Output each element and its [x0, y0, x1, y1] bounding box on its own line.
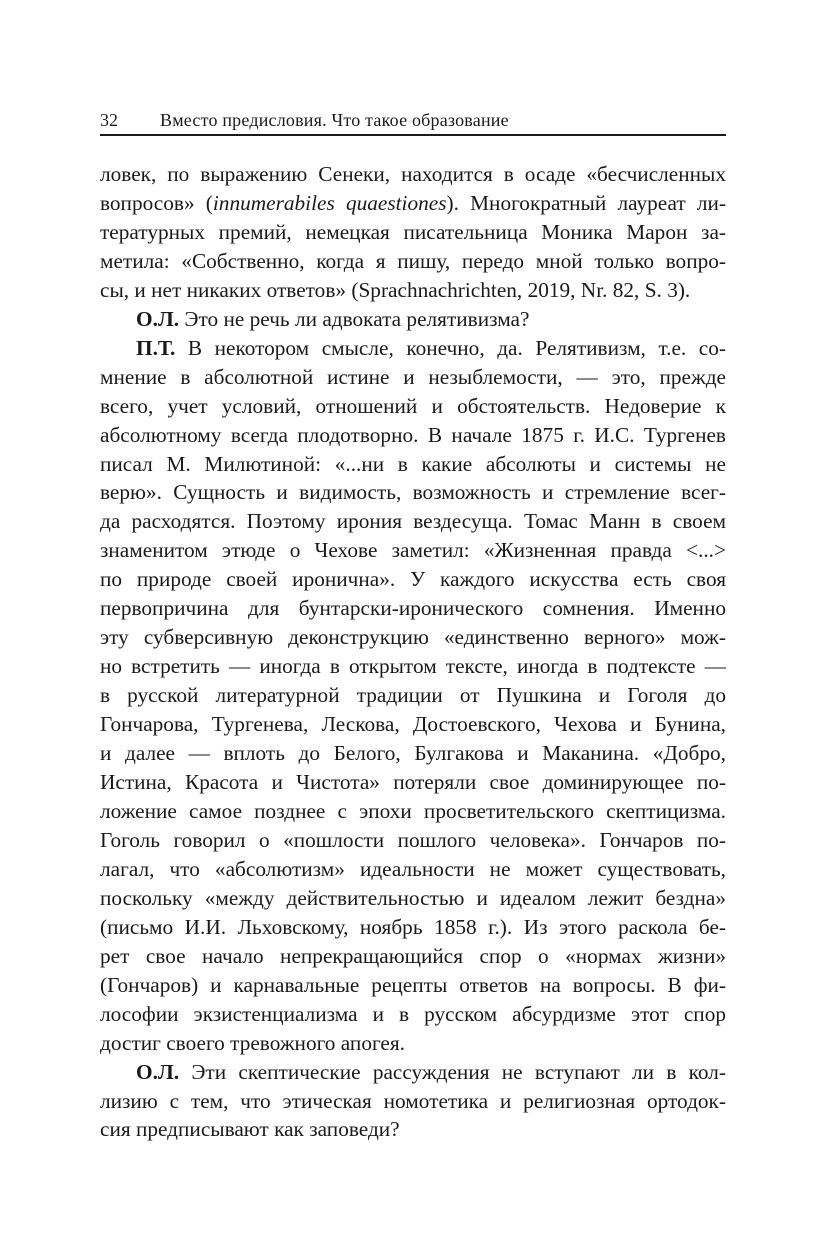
text-line	[100, 565, 726, 594]
text-line	[100, 450, 726, 479]
text-fragment: сы, и нет никаких ответов» (Sprachnachrichten, 2019, Nr. 82, S. 3).	[100, 277, 691, 302]
text-fragment: ). Многократный лауреат ли-	[446, 190, 726, 215]
text-fragment: тературных премий, немецкая писательница Моника Марон за-	[100, 219, 726, 244]
body-text	[100, 160, 726, 1144]
text-fragment: верю». Сущность и видимость, возможность и стремление всег-	[100, 480, 726, 505]
text-line	[100, 826, 726, 855]
text-fragment: эту субверсивную деконструкцию «единственно верного» мож-	[100, 625, 726, 650]
text-line	[100, 884, 726, 913]
text-line	[100, 1087, 726, 1116]
text-fragment: Гончарова, Тургенева, Лескова, Достоевского, Чехова и Бунина,	[100, 712, 726, 737]
text-fragment: вопросов» (	[100, 190, 213, 215]
text-fragment: (Гончаров) и карнавальные рецепты ответов на вопросы. В фи-	[100, 972, 726, 997]
text-fragment: лагал, что «абсолютизм» идеальности не может существовать,	[100, 856, 726, 881]
text-fragment: да расходятся. Поэтому ирония вездесуща. Томас Манн в своем	[100, 509, 726, 534]
page-number: 32	[100, 110, 118, 130]
text-line	[100, 710, 726, 739]
text-line	[100, 392, 726, 421]
text-fragment: Истина, Красота и Чистота» потеряли свое доминирующее по-	[100, 770, 726, 795]
text-fragment: ложение самое позднее с эпохи просветительского скептицизма.	[100, 798, 726, 823]
text-fragment: знаменитом этюде о Чехове заметил: «Жизненная правда <...>	[100, 538, 726, 563]
latin-term: innumerabiles quaestiones	[212, 190, 447, 215]
text-line	[100, 1115, 726, 1144]
text-fragment: мнение в абсолютной истине и незыблемости, — это, прежде	[100, 364, 726, 389]
text-line	[100, 652, 726, 681]
text-fragment: писал М. Милютиной: «...ни в какие абсолюты и системы не	[100, 451, 726, 476]
text-line	[100, 421, 726, 450]
text-fragment: поскольку «между действительностью и идеалом лежит бездна»	[100, 885, 726, 910]
text-fragment: Эти скептические рассуждения не вступают ли в кол-	[179, 1059, 726, 1084]
text-fragment: первопричина для бунтарски-иронического сомнения. Именно	[100, 596, 726, 621]
speaker-line	[100, 1058, 726, 1087]
speaker-label: О.Л.	[136, 1059, 180, 1084]
text-line	[100, 855, 726, 884]
text-fragment: Гоголь говорил о «пошлости пошлого человека». Гончаров по-	[100, 827, 726, 852]
text-fragment: но встретить — иногда в открытом тексте, иногда в подтексте —	[100, 654, 726, 679]
running-title: Вместо предисловия. Что такое образование	[160, 110, 509, 130]
text-line	[100, 189, 726, 218]
text-line	[100, 478, 726, 507]
text-line	[100, 623, 726, 652]
text-line	[100, 507, 726, 536]
text-line	[100, 971, 726, 1000]
text-line	[100, 797, 726, 826]
text-line	[100, 594, 726, 623]
text-line	[100, 276, 726, 305]
text-fragment: сия предписывают как заповеди?	[100, 1117, 400, 1142]
speaker-label: П.Т.	[136, 335, 176, 360]
speaker-line	[100, 305, 726, 334]
text-line	[100, 1029, 726, 1058]
text-fragment: рет свое начало непрекращающийся спор о «нормах жизни»	[100, 943, 726, 968]
speaker-label: О.Л.	[136, 306, 180, 331]
text-line	[100, 160, 726, 189]
text-line	[100, 363, 726, 392]
text-fragment: ловек, по выражению Сенеки, находится в осаде «бесчисленных	[100, 162, 726, 186]
text-fragment: всего, учет условий, отношений и обстоятельств. Недоверие к	[100, 393, 726, 418]
text-line	[100, 942, 726, 971]
text-line	[100, 681, 726, 710]
text-fragment: метила: «Собственно, когда я пишу, передо мной только вопро-	[100, 248, 726, 273]
text-line	[100, 1000, 726, 1029]
speaker-line	[100, 334, 726, 363]
text-fragment: достиг своего тревожного апогея.	[100, 1030, 406, 1055]
text-line	[100, 739, 726, 768]
text-fragment: абсолютному всегда плодотворно. В начале 1875 г. И.С. Тургенев	[100, 422, 726, 447]
text-line	[100, 913, 726, 942]
text-fragment: лософии экзистенциализма и в русском абсурдизме этот спор	[100, 1001, 726, 1026]
text-fragment: в русской литературной традиции от Пушкина и Гоголя до	[100, 683, 726, 708]
text-fragment: В некотором смысле, конечно, да. Релятивизм, т.е. со-	[175, 335, 726, 360]
text-fragment: по природе своей иронична». У каждого искусства есть своя	[100, 567, 726, 592]
text-line	[100, 768, 726, 797]
running-header	[100, 108, 726, 136]
text-fragment: (письмо И.И. Льховскому, ноябрь 1858 г.). Из этого раскола бе-	[100, 914, 726, 939]
text-fragment: лизию с тем, что этическая номотетика и религиозная ортодок-	[100, 1088, 726, 1113]
text-line	[100, 218, 726, 247]
text-fragment: Это не речь ли адвоката релятивизма?	[179, 306, 530, 331]
text-line	[100, 247, 726, 276]
text-line	[100, 536, 726, 565]
text-fragment: и далее — вплоть до Белого, Булгакова и Маканина. «Добро,	[100, 741, 726, 766]
